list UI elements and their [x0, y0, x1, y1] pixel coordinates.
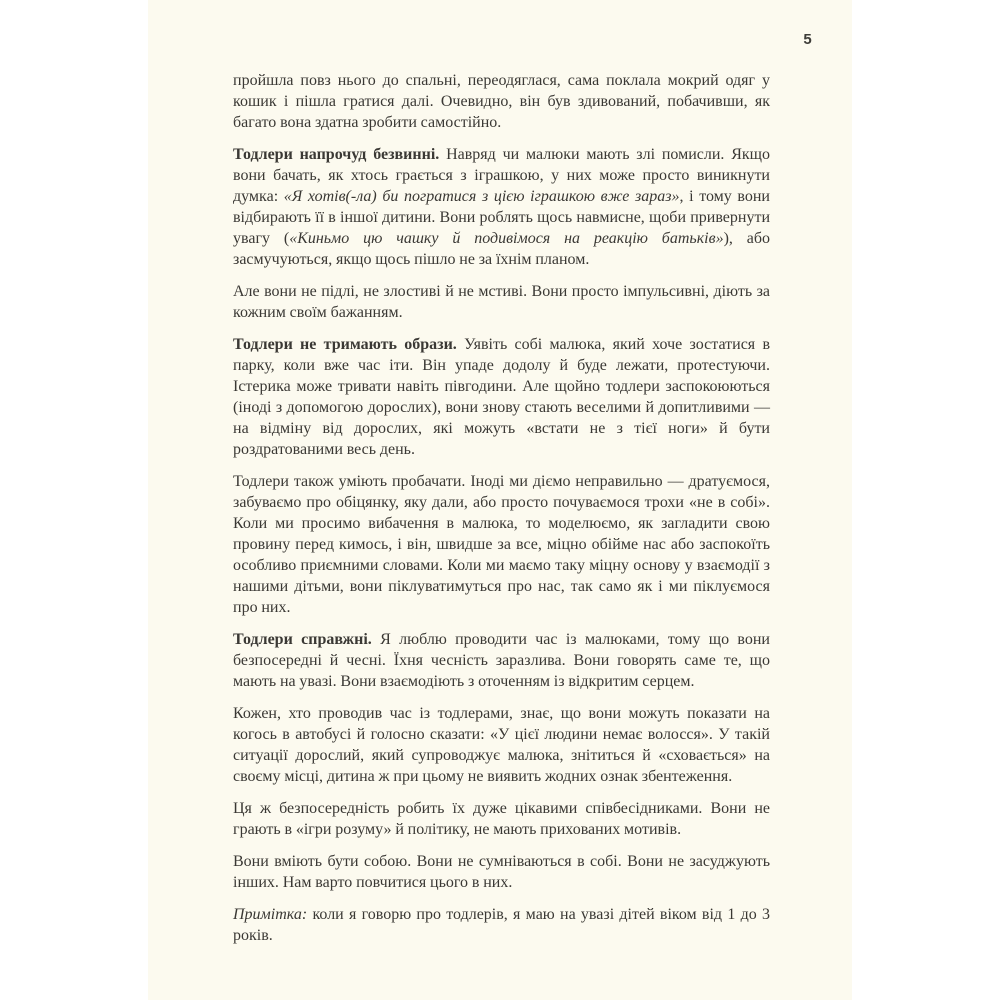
- italic-phrase: «Киньмо цю чашку й подивімося на реакцію батьків»: [289, 230, 724, 247]
- paragraph: [233, 798, 770, 840]
- text-run: Але вони не підлі, не злостиві й не мстиві. Вони просто імпульсивні, діють за кожним своїм бажанням.: [233, 283, 770, 321]
- text-run: коли я говорю про тодлерів, я маю на увазі дітей віком від 1 до 3 років.: [233, 906, 770, 944]
- text-run: Кожен, хто проводив час із тодлерами, знає, що вони можуть показати на когось в автобусі й голосно сказати: «У цієї людини немає волосся». У такій ситуації дорослий, який супроводжує малюка, знітиться й «сховається» на своєму місці, дитина ж при цьому не виявить жодних ознак збентеження.: [233, 705, 770, 785]
- text-run: Я люблю проводити час із малюками, тому що вони безпосередні й чесні. Їхня чесність заразлива. Вони говорять саме те, що мають на увазі. Вони взаємодіють з оточенням із відкритим серцем.: [233, 631, 770, 690]
- bold-lead: Тодлери не тримають образи.: [233, 336, 457, 353]
- text-run: Ця ж безпосередність робить їх дуже цікавими співбесідниками. Вони не грають в «ігри розуму» й політику, не мають прихованих мотивів.: [233, 800, 770, 838]
- italic-phrase: Примітка:: [233, 906, 308, 923]
- text-run: Навряд чи малюки мають злі помисли. Якщо вони бачать, як хтось грається з іграшкою, у них може просто виникнути думка:: [233, 146, 771, 205]
- text-run: ), або засмучуються, якщо щось пішло не за їхнім планом.: [233, 230, 770, 268]
- paragraph: [233, 70, 770, 133]
- text-run: , і тому вони відбирають її в іншої дитини. Вони роблять щось навмисне, щоби привернути увагу (: [233, 188, 770, 247]
- text-run: Вони вміють бути собою. Вони не сумніваються в собі. Вони не засуджують інших. Нам варто повчитися цього в них.: [233, 853, 770, 891]
- paragraph: [233, 334, 770, 460]
- page-text: [233, 70, 770, 957]
- paragraph: [233, 144, 770, 270]
- paragraph: [233, 851, 770, 893]
- paragraph: [233, 471, 770, 618]
- paragraph: [233, 281, 770, 323]
- text-run: Тодлери також уміють пробачати. Іноді ми діємо неправильно — дратуємося, забуваємо про обіцянку, яку дали, або просто почуваємося трохи «не в собі». Коли ми просимо вибачення в малюка, то моделюємо, як загладити свою провину перед кимось, і він, швидше за все, міцно обійме нас або заспокоїть особливо приємними словами. Коли ми маємо таку міцну основу у взаємодії з нашими дітьми, вони піклуватимуться про нас, так само як і ми піклуємося про них.: [233, 473, 770, 616]
- bold-lead: Тодлери справжні.: [233, 631, 372, 648]
- text-run: Уявіть собі малюка, який хоче зостатися в парку, коли вже час іти. Він упаде додолу й буде лежати, протестуючи. Істерика може тривати навіть півгодини. Але щойно тодлери заспокоюються (іноді з допомогою дорослих), вони знову стають веселими й допитливими — на відміну від дорослих, які можуть «встати не з тієї ноги» й бути роздратованими весь день.: [233, 336, 770, 458]
- paragraph: [233, 703, 770, 787]
- paragraph: [233, 904, 770, 946]
- page-number: 5: [803, 31, 812, 48]
- italic-phrase: «Я хотів(-ла) би погратися з цією іграшкою вже зараз»: [283, 188, 680, 205]
- text-run: пройшла повз нього до спальні, переодяглася, сама поклала мокрий одяг у кошик і пішла гратися далі. Очевидно, він був здивований, побачивши, як багато вона здатна зробити самостійно.: [233, 72, 770, 131]
- book-page: [148, 0, 852, 1000]
- bold-lead: Тодлери напрочуд безвинні.: [233, 146, 440, 163]
- paragraph: [233, 629, 770, 692]
